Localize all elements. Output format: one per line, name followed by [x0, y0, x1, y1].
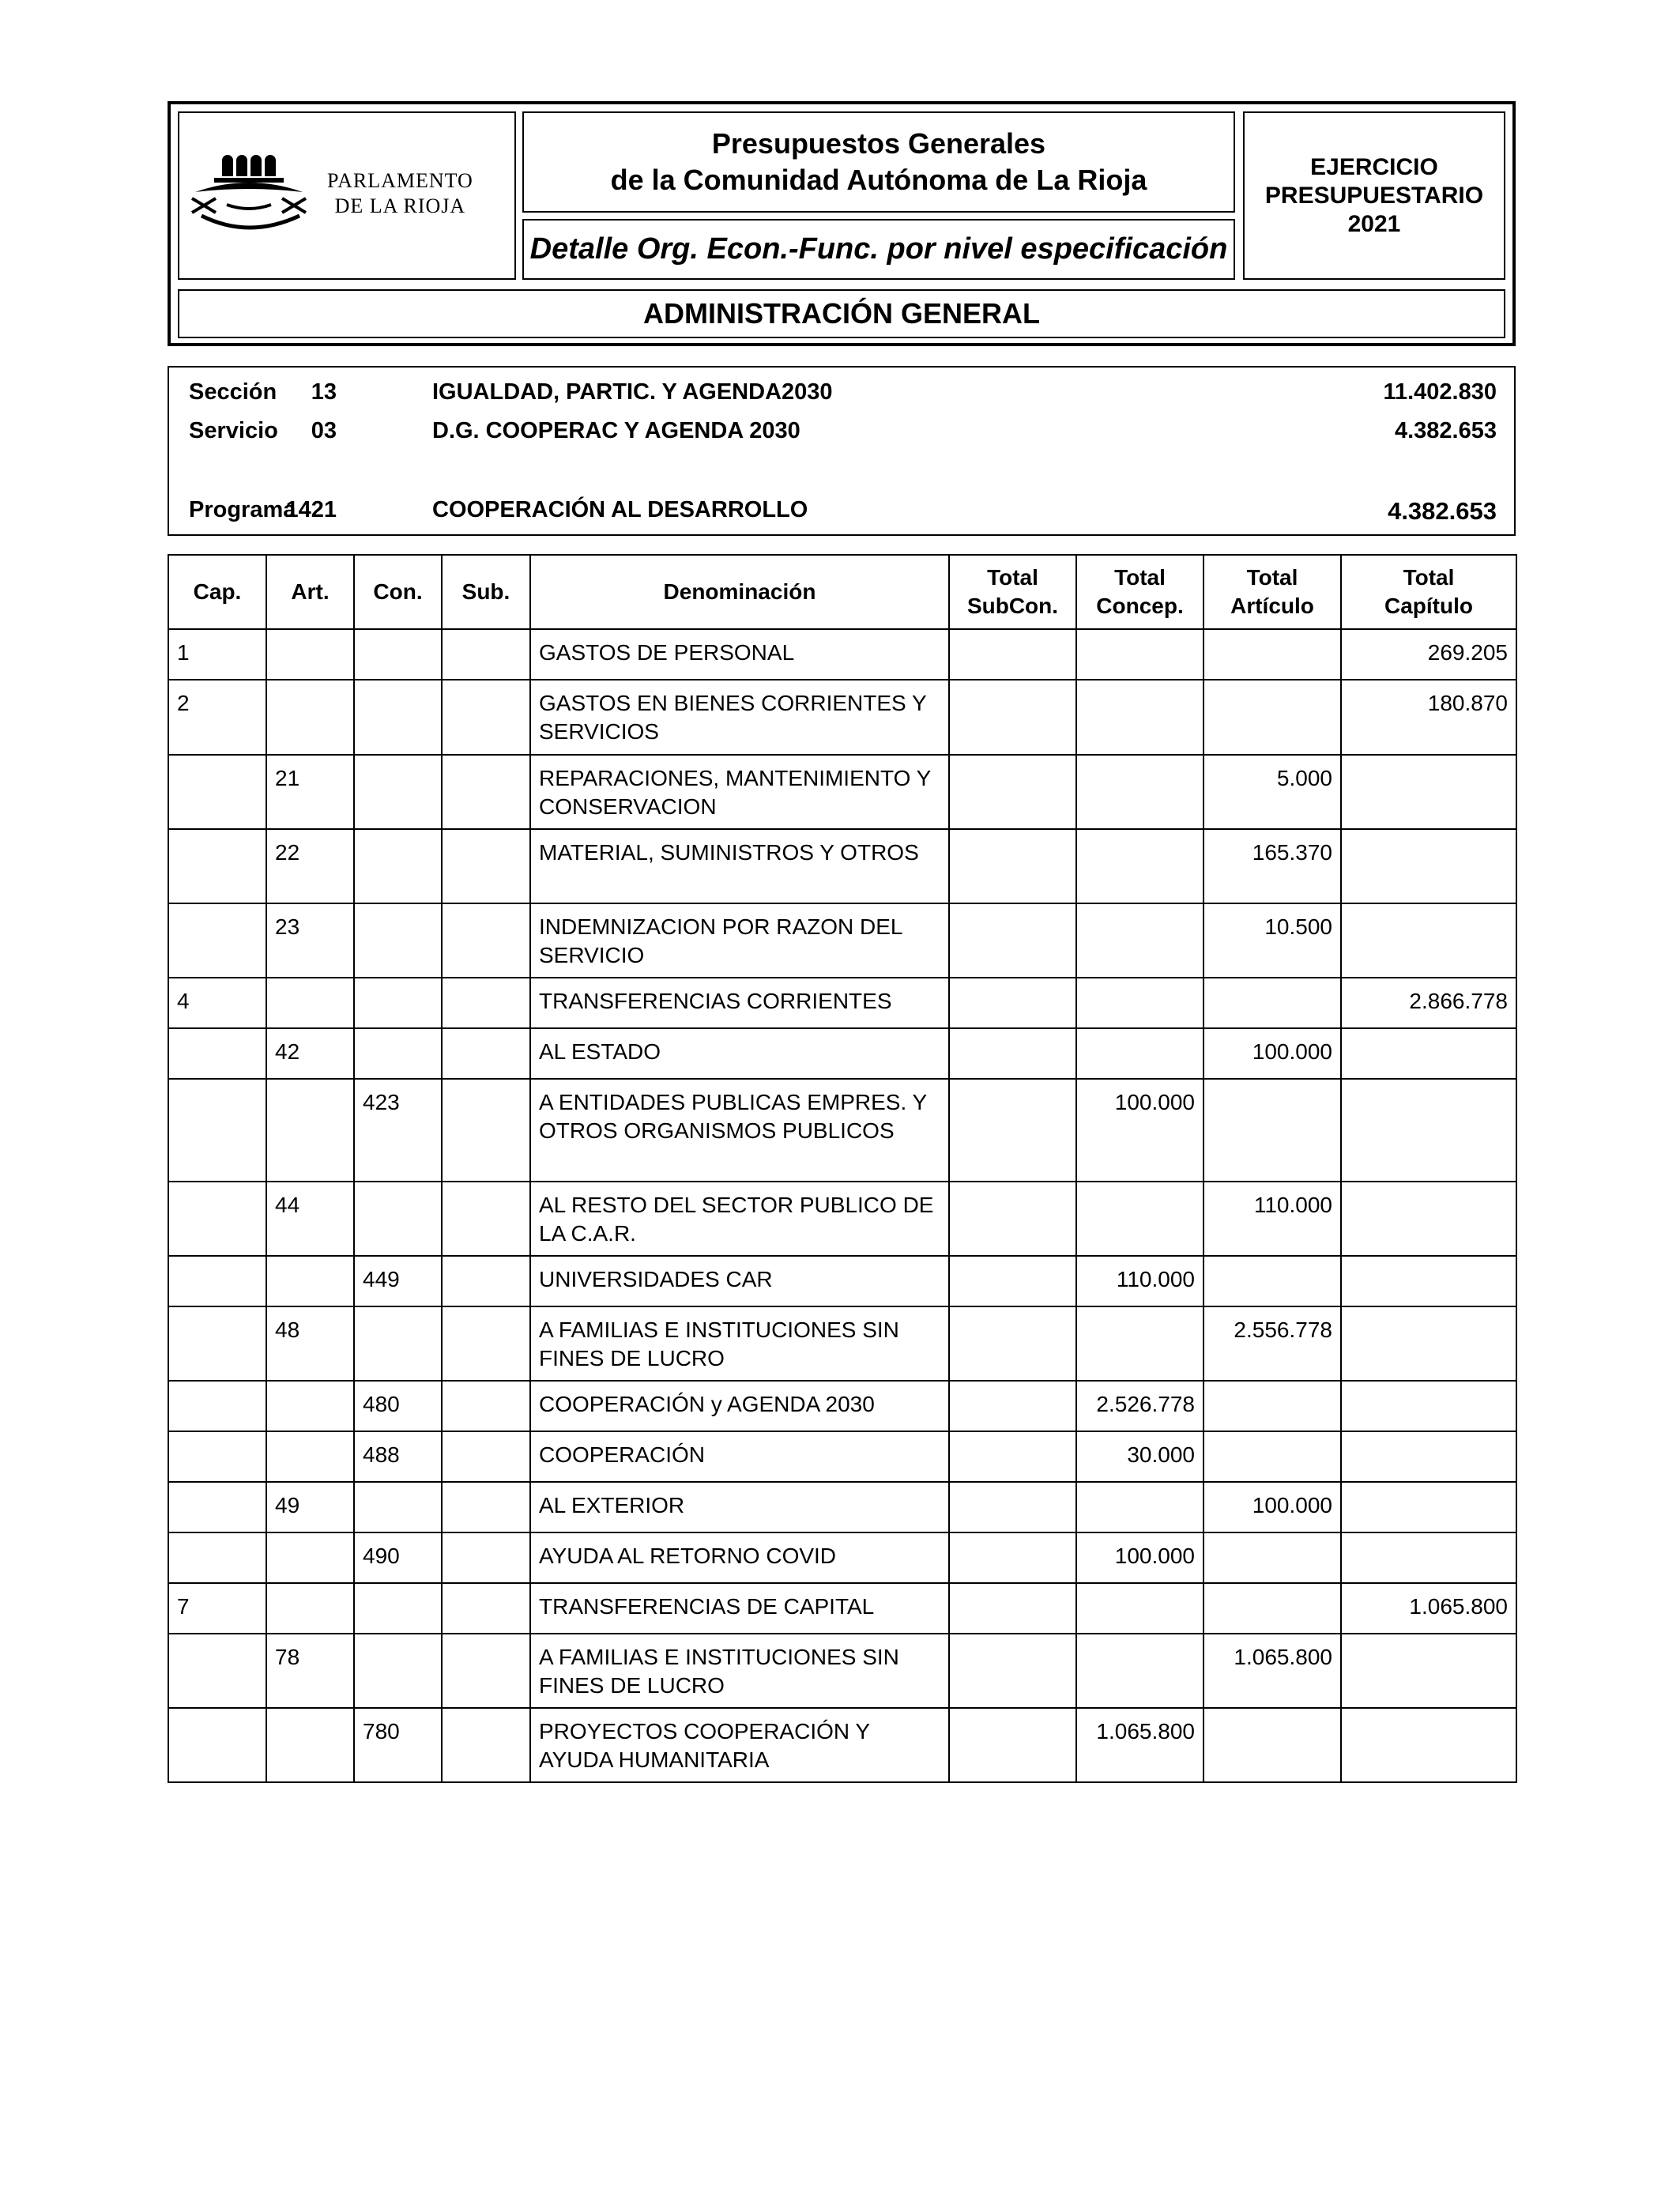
- cell-total-capitulo: [1341, 1028, 1516, 1079]
- cell-total-subcon: [949, 1306, 1076, 1381]
- cell-art: 42: [266, 1028, 354, 1079]
- cell-denominacion: GASTOS DE PERSONAL: [530, 629, 949, 680]
- cell-cap: [168, 1182, 266, 1256]
- cell-total-concep: [1076, 1583, 1203, 1634]
- cell-total-capitulo: [1341, 1256, 1516, 1306]
- cell-total-articulo: [1203, 1532, 1341, 1583]
- cell-total-subcon: [949, 1182, 1076, 1256]
- cell-sub: [442, 1532, 530, 1583]
- cell-total-articulo: 165.370: [1203, 829, 1341, 903]
- cell-sub: [442, 755, 530, 829]
- cell-art: 23: [266, 903, 354, 978]
- cell-sub: [442, 829, 530, 903]
- document-title-line2: de la Comunidad Autónoma de La Rioja: [610, 164, 1147, 196]
- cell-sub: [442, 1182, 530, 1256]
- cell-total-articulo: 100.000: [1203, 1028, 1341, 1079]
- cell-total-concep: [1076, 903, 1203, 978]
- cell-con: [354, 978, 442, 1028]
- cell-total-subcon: [949, 1028, 1076, 1079]
- cell-con: 780: [354, 1708, 442, 1782]
- budget-table-body: [168, 629, 1516, 1782]
- cell-total-subcon: [949, 903, 1076, 978]
- cell-art: [266, 1583, 354, 1634]
- cell-denominacion: TRANSFERENCIAS DE CAPITAL: [530, 1583, 949, 1634]
- cell-cap: [168, 1708, 266, 1782]
- cell-sub: [442, 1306, 530, 1381]
- cell-total-articulo: 10.500: [1203, 903, 1341, 978]
- budget-table: [168, 554, 1517, 1783]
- col-header-total-concep-line2: Concep.: [1096, 594, 1184, 618]
- col-header-cap: Cap.: [168, 555, 266, 629]
- cell-con: 488: [354, 1431, 442, 1482]
- cell-total-articulo: 110.000: [1203, 1182, 1341, 1256]
- cell-total-subcon: [949, 680, 1076, 755]
- parliament-emblem-icon: [184, 146, 326, 241]
- seccion-name: IGUALDAD, PARTIC. Y AGENDA2030: [432, 379, 833, 405]
- cell-denominacion: TRANSFERENCIAS CORRIENTES: [530, 978, 949, 1028]
- cell-con: [354, 829, 442, 903]
- cell-cap: [168, 1306, 266, 1381]
- programa-amount: 4.382.653: [1388, 497, 1497, 525]
- seccion-label: Sección: [189, 379, 277, 405]
- table-row: [168, 1532, 1516, 1583]
- cell-cap: [168, 1482, 266, 1532]
- cell-total-concep: [1076, 829, 1203, 903]
- classification-summary: [168, 366, 1516, 536]
- table-row: [168, 1482, 1516, 1532]
- cell-total-subcon: [949, 978, 1076, 1028]
- table-row: [168, 1182, 1516, 1256]
- table-row: [168, 1079, 1516, 1182]
- cell-total-articulo: [1203, 629, 1341, 680]
- cell-total-capitulo: [1341, 1381, 1516, 1431]
- cell-art: [266, 1431, 354, 1482]
- cell-denominacion: AL EXTERIOR: [530, 1482, 949, 1532]
- cell-total-articulo: [1203, 1256, 1341, 1306]
- document-title-line1: Presupuestos Generales: [711, 127, 1046, 160]
- cell-sub: [442, 629, 530, 680]
- cell-total-concep: [1076, 755, 1203, 829]
- col-header-total-capitulo-line2: Capítulo: [1384, 594, 1473, 618]
- cell-total-articulo: [1203, 680, 1341, 755]
- cell-total-capitulo: [1341, 1431, 1516, 1482]
- cell-total-articulo: [1203, 978, 1341, 1028]
- cell-sub: [442, 1431, 530, 1482]
- cell-con: [354, 755, 442, 829]
- cell-con: [354, 680, 442, 755]
- cell-art: 21: [266, 755, 354, 829]
- cell-con: 449: [354, 1256, 442, 1306]
- cell-art: [266, 629, 354, 680]
- col-header-art: Art.: [266, 555, 354, 629]
- cell-art: [266, 1532, 354, 1583]
- cell-con: 490: [354, 1532, 442, 1583]
- cell-total-capitulo: 2.866.778: [1341, 978, 1516, 1028]
- cell-total-concep: 2.526.778: [1076, 1381, 1203, 1431]
- seccion-code: 13: [311, 379, 337, 405]
- table-row: [168, 1306, 1516, 1381]
- cell-art: [266, 1708, 354, 1782]
- cell-total-capitulo: [1341, 1182, 1516, 1256]
- cell-total-concep: [1076, 680, 1203, 755]
- col-header-total-articulo-line1: Total: [1246, 565, 1298, 590]
- cell-total-subcon: [949, 1079, 1076, 1182]
- section-heading: ADMINISTRACIÓN GENERAL: [643, 297, 1040, 330]
- cell-total-concep: [1076, 629, 1203, 680]
- cell-cap: [168, 829, 266, 903]
- cell-sub: [442, 1381, 530, 1431]
- cell-total-articulo: [1203, 1583, 1341, 1634]
- cell-con: [354, 1482, 442, 1532]
- table-row: [168, 1583, 1516, 1634]
- cell-con: [354, 1634, 442, 1708]
- cell-total-concep: [1076, 1634, 1203, 1708]
- table-row: [168, 1634, 1516, 1708]
- cell-sub: [442, 680, 530, 755]
- cell-denominacion: INDEMNIZACION POR RAZON DEL SERVICIO: [530, 903, 949, 978]
- cell-total-concep: 110.000: [1076, 1256, 1203, 1306]
- servicio-amount: 4.382.653: [1394, 418, 1497, 443]
- cell-art: 22: [266, 829, 354, 903]
- cell-total-capitulo: 1.065.800: [1341, 1583, 1516, 1634]
- cell-cap: [168, 1381, 266, 1431]
- cell-sub: [442, 1028, 530, 1079]
- cell-total-subcon: [949, 1431, 1076, 1482]
- cell-sub: [442, 1079, 530, 1182]
- table-header-row: [168, 555, 1516, 629]
- cell-con: [354, 629, 442, 680]
- cell-denominacion: GASTOS EN BIENES CORRIENTES Y SERVICIOS: [530, 680, 949, 755]
- cell-con: [354, 1028, 442, 1079]
- cell-total-subcon: [949, 829, 1076, 903]
- cell-cap: [168, 1256, 266, 1306]
- cell-total-capitulo: [1341, 1079, 1516, 1182]
- cell-total-concep: 1.065.800: [1076, 1708, 1203, 1782]
- cell-sub: [442, 1708, 530, 1782]
- cell-total-capitulo: [1341, 1482, 1516, 1532]
- cell-sub: [442, 1583, 530, 1634]
- cell-denominacion: PROYECTOS COOPERACIÓN Y AYUDA HUMANITARIA: [530, 1708, 949, 1782]
- cell-cap: 4: [168, 978, 266, 1028]
- cell-total-capitulo: [1341, 1306, 1516, 1381]
- cell-total-concep: [1076, 1028, 1203, 1079]
- cell-art: 78: [266, 1634, 354, 1708]
- col-header-total-subcon: [949, 555, 1076, 629]
- cell-total-articulo: 2.556.778: [1203, 1306, 1341, 1381]
- cell-cap: 1: [168, 629, 266, 680]
- cell-con: [354, 903, 442, 978]
- servicio-name: D.G. COOPERAC Y AGENDA 2030: [432, 418, 800, 443]
- cell-total-subcon: [949, 1634, 1076, 1708]
- cell-denominacion: COOPERACIÓN y AGENDA 2030: [530, 1381, 949, 1431]
- table-row: [168, 1028, 1516, 1079]
- cell-denominacion: A FAMILIAS E INSTITUCIONES SIN FINES DE LUCRO: [530, 1634, 949, 1708]
- fiscal-year-line1: EJERCICIO: [1310, 153, 1438, 180]
- cell-sub: [442, 978, 530, 1028]
- section-heading-panel: [178, 289, 1505, 338]
- table-row: [168, 1708, 1516, 1782]
- cell-total-concep: [1076, 1482, 1203, 1532]
- programa-name: COOPERACIÓN AL DESARROLLO: [432, 497, 808, 522]
- cell-art: 48: [266, 1306, 354, 1381]
- col-header-total-capitulo: [1341, 555, 1516, 629]
- cell-total-capitulo: 269.205: [1341, 629, 1516, 680]
- cell-total-subcon: [949, 1532, 1076, 1583]
- cell-art: 44: [266, 1182, 354, 1256]
- fiscal-year-line2: PRESUPUESTARIO: [1264, 182, 1484, 209]
- cell-total-articulo: [1203, 1708, 1341, 1782]
- cell-total-articulo: [1203, 1381, 1341, 1431]
- cell-total-concep: [1076, 1182, 1203, 1256]
- cell-con: 423: [354, 1079, 442, 1182]
- cell-sub: [442, 1634, 530, 1708]
- cell-total-capitulo: 180.870: [1341, 680, 1516, 755]
- cell-denominacion: AL RESTO DEL SECTOR PUBLICO DE LA C.A.R.: [530, 1182, 949, 1256]
- cell-con: [354, 1583, 442, 1634]
- cell-total-capitulo: [1341, 1634, 1516, 1708]
- cell-total-subcon: [949, 1482, 1076, 1532]
- cell-sub: [442, 903, 530, 978]
- table-row: [168, 978, 1516, 1028]
- cell-cap: [168, 903, 266, 978]
- cell-denominacion: MATERIAL, SUMINISTROS Y OTROS: [530, 829, 949, 903]
- document-title-panel: [522, 111, 1235, 213]
- cell-cap: [168, 1532, 266, 1583]
- col-header-denominacion: Denominación: [530, 555, 949, 629]
- col-header-total-articulo: [1203, 555, 1341, 629]
- cell-total-subcon: [949, 629, 1076, 680]
- table-row: [168, 755, 1516, 829]
- seccion-amount: 11.402.830: [1383, 379, 1497, 405]
- cell-denominacion: A FAMILIAS E INSTITUCIONES SIN FINES DE LUCRO: [530, 1306, 949, 1381]
- col-header-total-subcon-line2: SubCon.: [966, 594, 1059, 618]
- cell-art: [266, 1256, 354, 1306]
- cell-sub: [442, 1482, 530, 1532]
- seccion-row: [169, 379, 1514, 411]
- table-row: [168, 629, 1516, 680]
- cell-denominacion: AYUDA AL RETORNO COVID: [530, 1532, 949, 1583]
- cell-sub: [442, 1256, 530, 1306]
- programa-label: Programa: [189, 497, 296, 522]
- cell-total-concep: 100.000: [1076, 1079, 1203, 1182]
- table-row: [168, 1256, 1516, 1306]
- document-subtitle-panel: [522, 219, 1235, 280]
- col-header-total-capitulo-line1: Total: [1403, 565, 1455, 590]
- cell-total-capitulo: [1341, 755, 1516, 829]
- fiscal-year-panel: [1243, 111, 1505, 280]
- cell-total-articulo: [1203, 1079, 1341, 1182]
- table-row: [168, 1381, 1516, 1431]
- logo-text-line2: DE LA RIOJA: [334, 194, 466, 217]
- cell-cap: [168, 1028, 266, 1079]
- servicio-row: [169, 418, 1514, 450]
- cell-total-subcon: [949, 755, 1076, 829]
- cell-total-capitulo: [1341, 1532, 1516, 1583]
- cell-denominacion: REPARACIONES, MANTENIMIENTO Y CONSERVACION: [530, 755, 949, 829]
- logo-text: [327, 168, 473, 219]
- table-row: [168, 903, 1516, 978]
- cell-total-subcon: [949, 1708, 1076, 1782]
- col-header-total-concep: [1076, 555, 1203, 629]
- cell-art: [266, 680, 354, 755]
- table-row: [168, 829, 1516, 903]
- cell-con: 480: [354, 1381, 442, 1431]
- cell-total-concep: [1076, 1306, 1203, 1381]
- cell-total-subcon: [949, 1256, 1076, 1306]
- cell-total-subcon: [949, 1381, 1076, 1431]
- col-header-total-articulo-line2: Artículo: [1230, 594, 1314, 618]
- cell-art: [266, 978, 354, 1028]
- cell-total-articulo: 5.000: [1203, 755, 1341, 829]
- cell-total-capitulo: [1341, 1708, 1516, 1782]
- cell-con: [354, 1306, 442, 1381]
- cell-cap: [168, 755, 266, 829]
- logo-panel: [178, 111, 516, 280]
- logo-text-line1: PARLAMENTO: [327, 169, 473, 192]
- cell-total-concep: [1076, 978, 1203, 1028]
- cell-total-capitulo: [1341, 903, 1516, 978]
- fiscal-year-value: 2021: [1347, 210, 1401, 237]
- cell-cap: 2: [168, 680, 266, 755]
- servicio-label: Servicio: [189, 418, 278, 443]
- programa-code: 1421: [285, 497, 337, 522]
- cell-total-concep: 30.000: [1076, 1431, 1203, 1482]
- cell-total-concep: 100.000: [1076, 1532, 1203, 1583]
- cell-cap: [168, 1431, 266, 1482]
- cell-total-subcon: [949, 1583, 1076, 1634]
- col-header-total-subcon-line1: Total: [987, 565, 1038, 590]
- programa-row: [169, 497, 1514, 529]
- cell-cap: 7: [168, 1583, 266, 1634]
- servicio-code: 03: [311, 418, 337, 443]
- cell-con: [354, 1182, 442, 1256]
- cell-cap: [168, 1079, 266, 1182]
- cell-denominacion: AL ESTADO: [530, 1028, 949, 1079]
- table-row: [168, 1431, 1516, 1482]
- cell-art: 49: [266, 1482, 354, 1532]
- cell-art: [266, 1079, 354, 1182]
- cell-total-articulo: [1203, 1431, 1341, 1482]
- table-row: [168, 680, 1516, 755]
- col-header-sub: Sub.: [442, 555, 530, 629]
- cell-denominacion: UNIVERSIDADES CAR: [530, 1256, 949, 1306]
- cell-denominacion: COOPERACIÓN: [530, 1431, 949, 1482]
- cell-total-articulo: 1.065.800: [1203, 1634, 1341, 1708]
- cell-art: [266, 1381, 354, 1431]
- cell-cap: [168, 1634, 266, 1708]
- col-header-total-concep-line1: Total: [1114, 565, 1166, 590]
- cell-total-articulo: 100.000: [1203, 1482, 1341, 1532]
- cell-denominacion: A ENTIDADES PUBLICAS EMPRES. Y OTROS ORGANISMOS PUBLICOS: [530, 1079, 949, 1182]
- cell-total-capitulo: [1341, 829, 1516, 903]
- document-subtitle: Detalle Org. Econ.-Func. por nivel especificación: [529, 232, 1228, 266]
- col-header-con: Con.: [354, 555, 442, 629]
